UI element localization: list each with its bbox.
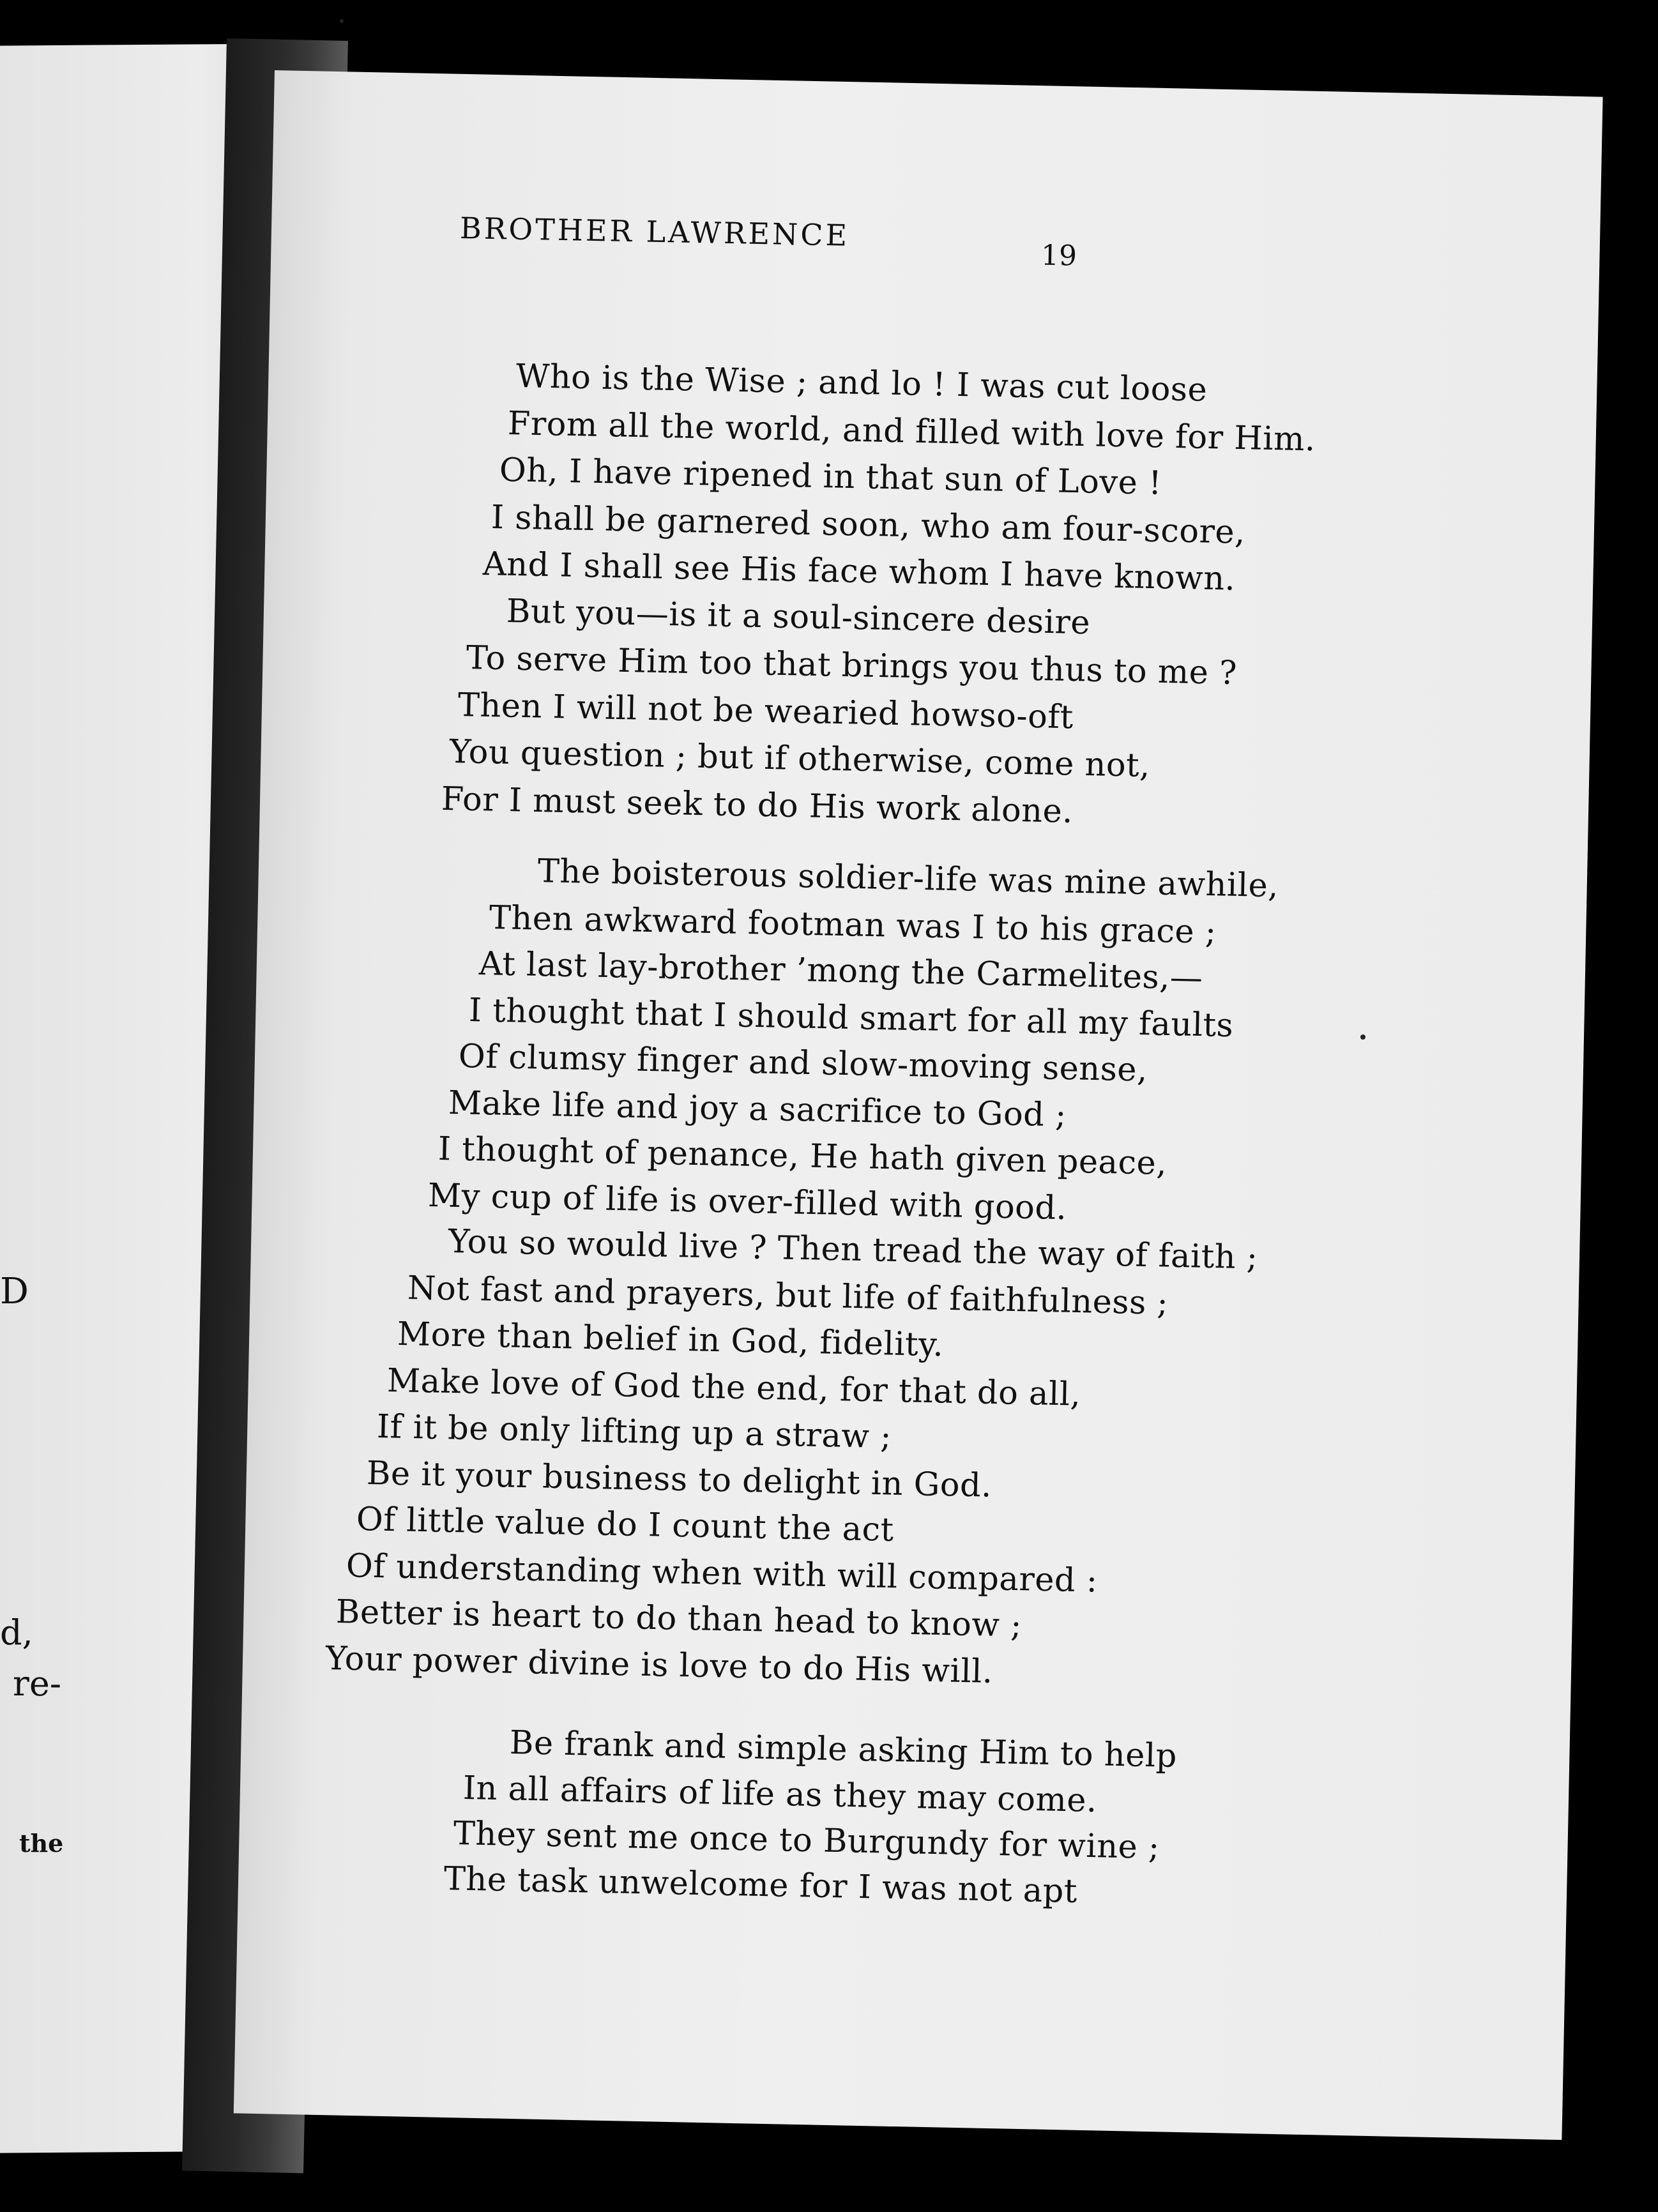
poem-line: You question ; but if otherwise, come not, [449, 733, 1151, 785]
dust-speck [1360, 1034, 1365, 1040]
poem-line: I thought that I should smart for all my faults [468, 991, 1234, 1045]
poem-line: Of clumsy finger and slow-moving sense, [458, 1038, 1148, 1089]
page-number: 19 [1040, 239, 1077, 273]
poem-line: But you—is it a soul-sincere desire [506, 592, 1091, 642]
poem-line: For I must seek to do His work alone. [441, 780, 1074, 831]
poem-line: Of little value do I count the act [356, 1501, 895, 1549]
poem-line: Of understanding when with will compared : [346, 1547, 1099, 1600]
poem-line: I shall be garnered soon, who am four-score, [491, 498, 1246, 552]
poem-line: Not fast and prayers, but life of faithfulness ; [407, 1269, 1169, 1322]
poem-line: You so would live ? Then tread the way of faith ; [448, 1223, 1259, 1277]
poem-line: And I shall see His face whom I have known. [482, 545, 1236, 598]
poem-line: To serve Him too that brings you thus to me ? [466, 639, 1238, 693]
poem-line: I thought of penance, He hath given peace, [437, 1130, 1167, 1183]
left-page-fragment: the [19, 1829, 64, 1858]
poem-line: Oh, I have ripened in that sun of Love ! [499, 451, 1162, 503]
poem-line: If it be only lifting up a straw ; [376, 1408, 892, 1457]
poem-line: Make love of God the end, for that do all, [386, 1361, 1081, 1414]
poem-line: The task unwelcome for I was not apt [443, 1860, 1078, 1911]
poem-line: Then awkward footman was I to his grace ; [489, 898, 1217, 951]
left-page-fragment: D [0, 1271, 29, 1312]
poem-line: From all the world, and filled with love for Him. [507, 404, 1316, 458]
poem-line: More than belief in God, fidelity. [397, 1315, 944, 1365]
poem-line: In all affairs of life as they may come. [462, 1769, 1098, 1820]
poem-line: Be frank and simple asking Him to help [509, 1724, 1178, 1775]
left-page-fragment: d, [0, 1612, 33, 1653]
poem-line: Then I will not be wearied howso-oft [457, 686, 1074, 736]
dust-speck [340, 19, 344, 23]
poem-line: My cup of life is over-filled with good. [427, 1176, 1067, 1227]
poem-line: Your power divine is love to do His will. [325, 1639, 994, 1691]
running-head: BROTHER LAWRENCE [459, 211, 850, 253]
left-page-fragment: re- [13, 1663, 62, 1704]
poem-line: Make life and joy a sacrifice to God ; [448, 1084, 1067, 1134]
poem-line: At last lay-brother ’mong the Carmelites,— [478, 945, 1203, 997]
poem-line: Better is heart to do than head to know ; [335, 1593, 1023, 1645]
poem-line: Be it your business to delight in God. [366, 1454, 993, 1505]
poem-line: They sent me once to Burgundy for wine ; [453, 1815, 1160, 1867]
poem-line: Who is the Wise ; and lo ! I was cut loose [515, 358, 1208, 409]
poem-line: The boisterous soldier-life was mine awhile, [537, 852, 1279, 905]
